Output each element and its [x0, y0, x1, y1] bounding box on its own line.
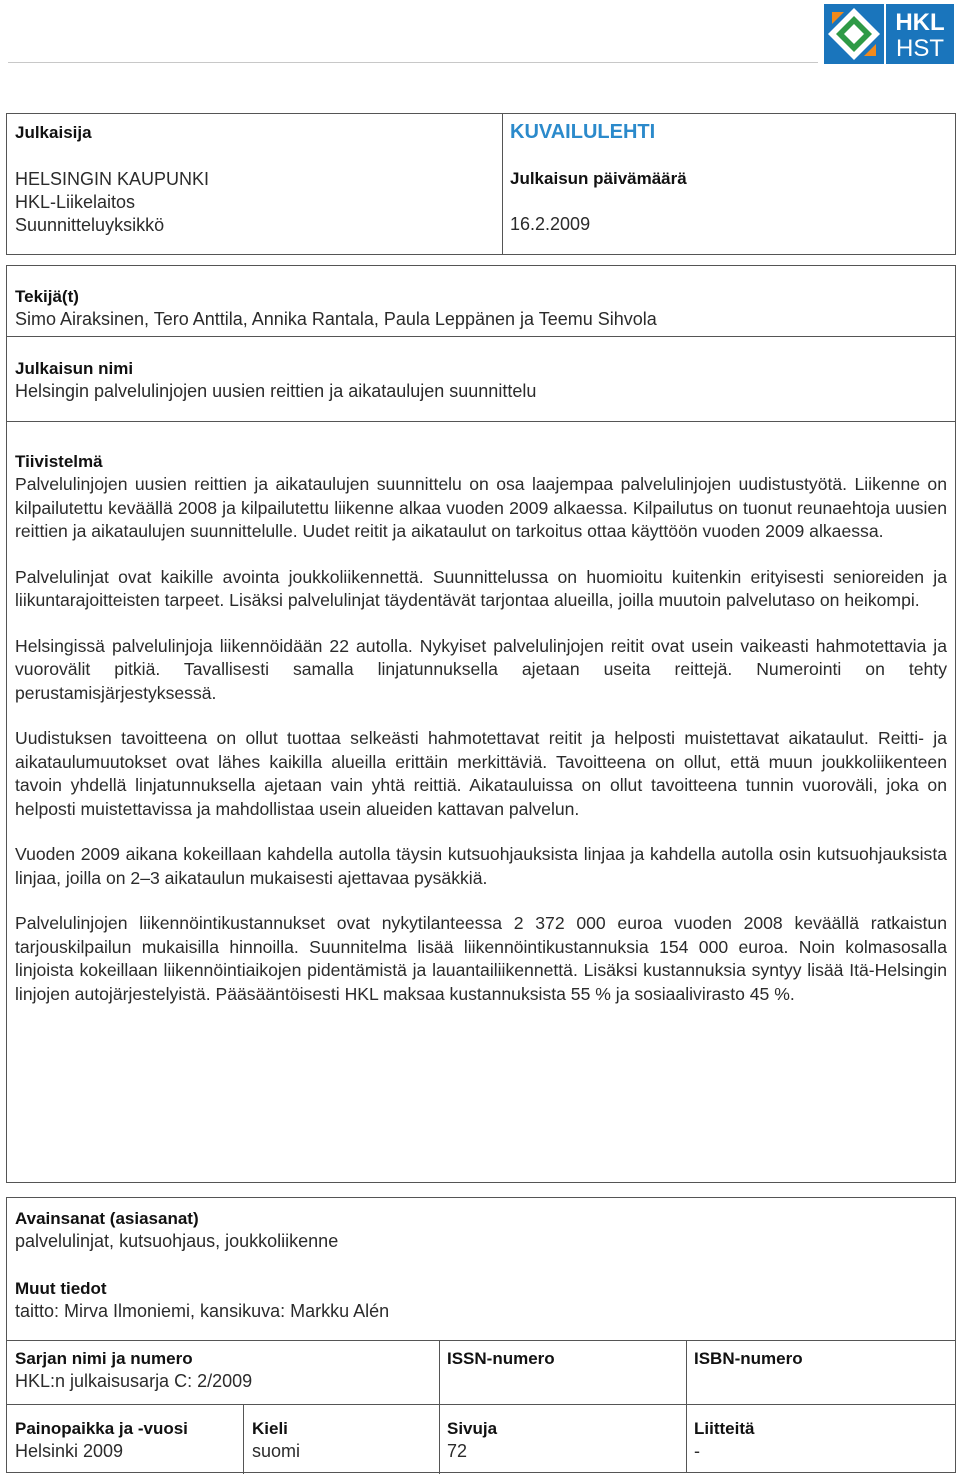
abstract-paragraph: Uudistuksen tavoitteena on ollut tuottaa selkeästi hahmotettavat reitit ja helposti muistettavat aikataulut. Reitti- ja aikataulumuutokset ovat lähes kaikilla alueilla erittäin merkittäviä. Tavoitteena on ollut, että muun joukkoliikenteen tavoin yhdellä linjatunnuksella ajetaan vain yhtä reittiä. Aikatauluissa on ollut tavoitteena tunnin vuoroväli, joka on helposti muistettavissa ja mahdollistaa usein alueiden kattavan palvelun. — [15, 728, 947, 819]
publication-name-label: Julkaisun nimi — [15, 359, 134, 378]
abstract — [15, 451, 947, 1028]
attachments-value: - — [694, 1441, 700, 1461]
print-place-value: Helsinki 2009 — [15, 1441, 124, 1461]
hkl-hst-logo — [822, 2, 956, 66]
publisher-unit: HKL-Liikelaitos — [15, 192, 136, 212]
abstract-paragraph: Palvelulinjojen liikennöintikustannukset ovat nykytilanteessa 2 372 000 euroa vuoden 2008 keväällä ratkaistun tarjouskilpailun mukaisilla hinnoilla. Suunnitelma lisää liikennöintikustannuksia 154 000 euroa. Noin kolmasosalla linjoista kokeillaan liikennöintiaikojen pidentämistä ja lauantailiikennettä. Lisäksi kustannuksia syntyy lisää Itä-Helsingin linjojen autojärjestelyistä. Pääsääntöisesti HKL maksaa kustannuksista 55 % ja sosiaalivirasto 45 %. — [15, 913, 947, 1004]
isbn-label: ISBN-numero — [694, 1349, 803, 1368]
authors-value: Simo Airaksinen, Tero Anttila, Annika Rantala, Paula Leppänen ja Teemu Sihvola — [15, 309, 657, 329]
abstract-paragraph: Helsingissä palvelulinjoja liikennöidään 22 autolla. Nykyiset palvelulinjojen reitit ovat usein vaikeasti hahmotettavia ja vuorovälit pitkiä. Tavallisesti samalla linjatunnuksella ajetaan useita reittejä. Numerointi on tehty perustamisjärjestyksessä. — [15, 635, 947, 703]
other-info-label: Muut tiedot — [15, 1279, 107, 1298]
column-divider — [686, 1340, 687, 1473]
language-value: suomi — [252, 1441, 301, 1461]
metadata-section — [6, 1197, 956, 1473]
authors-divider — [7, 336, 955, 337]
publisher-name: HELSINGIN KAUPUNKI — [15, 169, 210, 189]
attachments-label: Liitteitä — [694, 1419, 755, 1438]
authors-label: Tekijä(t) — [15, 287, 79, 306]
series-value: HKL:n julkaisusarja C: 2/2009 — [15, 1371, 253, 1391]
publication-date-label: Julkaisun päivämäärä — [510, 169, 687, 188]
column-divider — [439, 1404, 440, 1474]
publisher-department: Suunnitteluyksikkö — [15, 215, 165, 235]
keywords-value: palvelulinjat, kutsuohjaus, joukkoliikenne — [15, 1231, 339, 1251]
publication-date: 16.2.2009 — [510, 214, 591, 234]
publisher-divider — [502, 114, 503, 254]
pages-label: Sivuja — [447, 1419, 498, 1438]
column-divider — [439, 1340, 440, 1404]
abstract-paragraph: Palvelulinjojen uusien reittien ja aikataulujen suunnittelu on osa laajempaa palvelulinjojen uudistustyötä. Liikenne on kilpailutettu keväällä 2008 ja kilpailutettu liikenne alkaa vuoden 2009 alkaessa. Kilpailutus on tuonut reunaehtoja uusien reittien ja aikataulujen suunnittelulle. Uudet reitit ja aikataulut on tarkoitus ottaa käyttöön vuoden 2009 alkaessa. — [15, 474, 947, 541]
publisher-label: Julkaisija — [15, 123, 92, 142]
other-info-value: taitto: Mirva Ilmoniemi, kansikuva: Markku Alén — [15, 1301, 390, 1321]
abstract-paragraph: Vuoden 2009 aikana kokeillaan kahdella autolla täysin kutsuohjauksista linjaa ja kahdella autolla osin kutsuohjauksista linjaa, joilla on 2–3 aikataulun mukaisesti ajettavaa pysäkkiä. — [15, 844, 947, 888]
pages-value: 72 — [447, 1441, 468, 1461]
publication-name-value: Helsingin palvelulinjojen uusien reittien ja aikataulujen suunnittelu — [15, 381, 537, 401]
publication-name-divider — [7, 421, 955, 422]
abstract-paragraph: Palvelulinjat ovat kaikille avointa joukkoliikennettä. Suunnittelussa on huomioitu kuitenkin erityisesti senioreiden ja liikuntarajoitteisten tarpeet. Lisäksi palvelulinjat täydentävät tarjontaa alueilla, joilla muutoin palvelutaso on heikompi. — [15, 566, 947, 610]
series-label: Sarjan nimi ja numero — [15, 1349, 193, 1368]
description-section — [6, 265, 956, 1183]
issn-label: ISSN-numero — [447, 1349, 555, 1368]
keywords-label: Avainsanat (asiasanat) — [15, 1209, 199, 1228]
logo-text-top: HKL — [895, 9, 945, 36]
print-place-label: Painopaikka ja -vuosi — [15, 1419, 188, 1438]
logo-text-bottom: HST — [896, 35, 944, 62]
language-label: Kieli — [252, 1419, 288, 1438]
details-divider — [7, 1404, 955, 1405]
header-rule — [8, 62, 818, 63]
column-divider — [243, 1404, 244, 1474]
hkl-logo-icon — [822, 2, 956, 66]
abstract-label: Tiivistelmä — [15, 452, 103, 471]
series-divider — [7, 1340, 955, 1341]
sheet-title: KUVAILULEHTI — [510, 121, 656, 143]
publisher-section — [6, 113, 956, 255]
